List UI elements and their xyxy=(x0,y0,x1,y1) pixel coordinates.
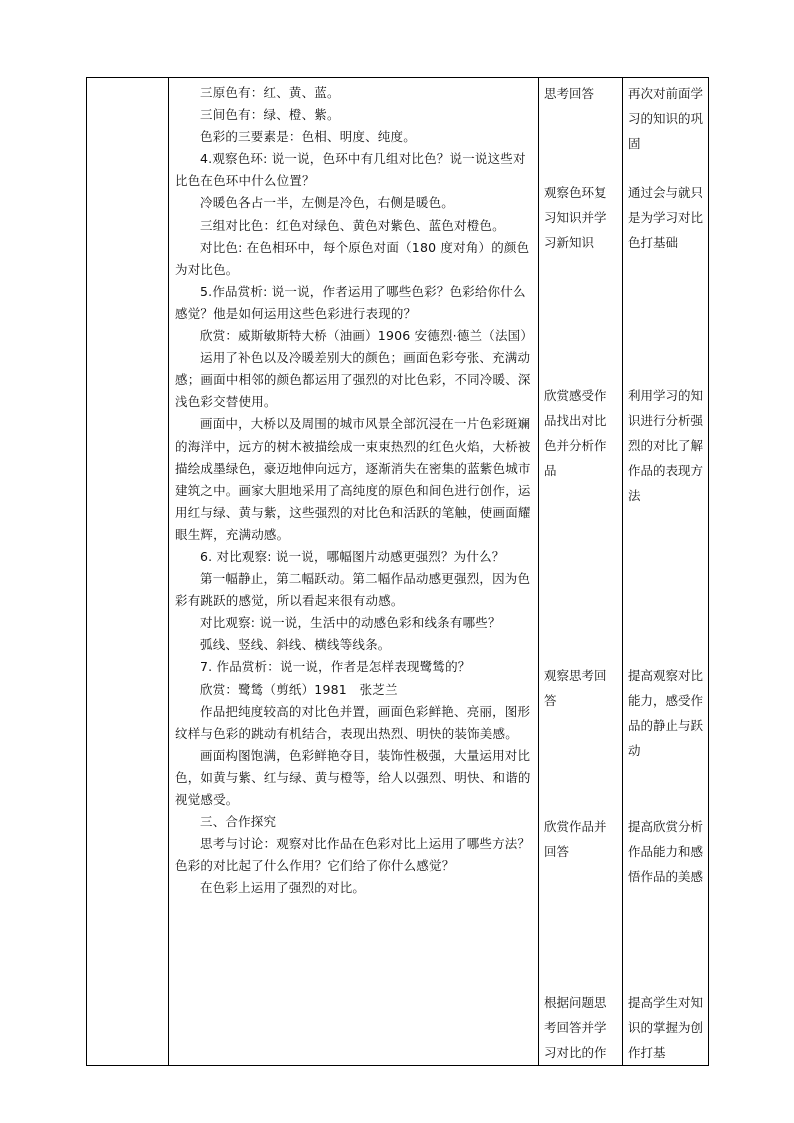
paragraph: 画面中，大桥以及周围的城市风景全部沉浸在一片色彩斑斓的海洋中，远方的树木被描绘成一束束热烈的红色火焰，大桥被描绘成墨绿色，豪迈地伸向远方，逐渐消失在密集的蓝紫色城市建筑之中。画家大胆地采用了高纯度的原色和间色进行创作，运用红与绿、黄与紫，这些强烈的对比色和活跃的笔触，使画面耀眼生辉，充满动感。 xyxy=(175,416,531,542)
student-activity-text: 观察思考回答 xyxy=(544,668,607,708)
design-intent-text: 提高学生对知识的掌握为创作打基 xyxy=(628,995,704,1060)
design-intent-text: 利用学习的知识进行分析强烈的对比了解作品的表现方法 xyxy=(628,388,704,503)
paragraph: 在色彩上运用了强烈的对比。 xyxy=(200,880,366,896)
paragraph: 弧线、竖线、斜线、横线等线条。 xyxy=(200,637,391,653)
student-activity-text: 观察色环复习知识并学习新知识 xyxy=(544,185,607,250)
design-intent-cell xyxy=(623,78,709,1066)
paragraph: 运用了补色以及冷暖差别大的颜色；画面色彩夸张、充满动感；画面中相邻的颜色都运用了强烈的对比色彩，不同冷暖、深浅色彩交替使用。 xyxy=(175,350,531,410)
student-activity-text: 思考回答 xyxy=(544,86,595,101)
paragraph: 对比观察: 说一说，生活中的动感色彩和线条有哪些？ xyxy=(200,615,501,631)
student-activity-text: 欣赏感受作品找出对比色并分析作品 xyxy=(544,388,607,478)
design-intent-text: 再次对前面学习的知识的巩固 xyxy=(628,86,704,151)
student-activity-text: 欣赏作品并回答 xyxy=(544,819,607,859)
design-intent-column xyxy=(623,78,708,1065)
student-activity-column xyxy=(539,78,622,1065)
teaching-content xyxy=(169,78,538,899)
paragraph: 色彩的三要素是：色相、明度、纯度。 xyxy=(200,129,416,145)
paragraph: 欣赏：鹭鸶（剪纸）1981 张芝兰 xyxy=(200,681,398,697)
paragraph: 7. 作品赏析：说一说，作者是怎样表现鹭鸶的？ xyxy=(200,659,471,675)
design-intent-text: 提高欣赏分析作品能力和感悟作品的美感 xyxy=(628,819,704,884)
paragraph: 欣赏：威斯敏斯特大桥（油画）1906 安德烈·德兰（法国） xyxy=(200,328,534,344)
paragraph: 6. 对比观察: 说一说，哪幅图片动感更强烈？为什么？ xyxy=(200,548,505,564)
paragraph: 作品把纯度较高的对比色并置，画面色彩鲜艳、亮丽，图形纹样与色彩的跳动有机结合，表现出热烈、明快的装饰美感。 xyxy=(175,703,531,741)
lesson-plan-table xyxy=(86,77,709,1066)
paragraph: 思考与讨论：观察对比作品在色彩对比上运用了哪些方法？色彩的对比起了什么作用？它们给了你什么感觉？ xyxy=(175,836,531,874)
section-heading: 三、合作探究 xyxy=(200,814,277,830)
table-row xyxy=(87,78,709,1066)
paragraph: 5.作品赏析: 说一说，作者运用了哪些色彩？色彩给你什么感觉？他是如何运用这些色彩进行表现的？ xyxy=(175,283,526,321)
teaching-content-cell xyxy=(169,78,539,1066)
design-intent-text: 通过会与就只是为学习对比色打基础 xyxy=(628,185,704,250)
paragraph: 对比色: 在色相环中，每个原色对面（180 度对角）的颜色为对比色。 xyxy=(175,239,530,277)
paragraph: 4.观察色环: 说一说，色环中有几组对比色？说一说这些对比色在色环中什么位置？ xyxy=(175,151,526,189)
student-activity-cell xyxy=(539,78,623,1066)
paragraph: 画面构图饱满，色彩鲜艳夺目，装饰性极强，大量运用对比色，如黄与紫、红与绿、黄与橙等，给人以强烈、明快、和谐的视觉感受。 xyxy=(175,747,531,807)
design-intent-text: 提高观察对比能力，感受作品的静止与跃动 xyxy=(628,668,704,758)
paragraph: 第一幅静止，第二幅跃动。第二幅作品动感更强烈，因为色彩有跳跃的感觉，所以看起来很有动感。 xyxy=(175,571,531,609)
stage-cell xyxy=(87,78,169,1066)
paragraph: 三间色有：绿、橙、紫。 xyxy=(200,107,340,123)
paragraph: 冷暖色各占一半，左侧是冷色，右侧是暖色。 xyxy=(200,195,455,211)
paragraph: 三原色有：红、黄、蓝。 xyxy=(200,85,340,100)
paragraph: 三组对比色：红色对绿色、黄色对紫色、蓝色对橙色。 xyxy=(200,217,505,233)
student-activity-text: 根据问题思考回答并学习对比的作 xyxy=(544,995,607,1060)
